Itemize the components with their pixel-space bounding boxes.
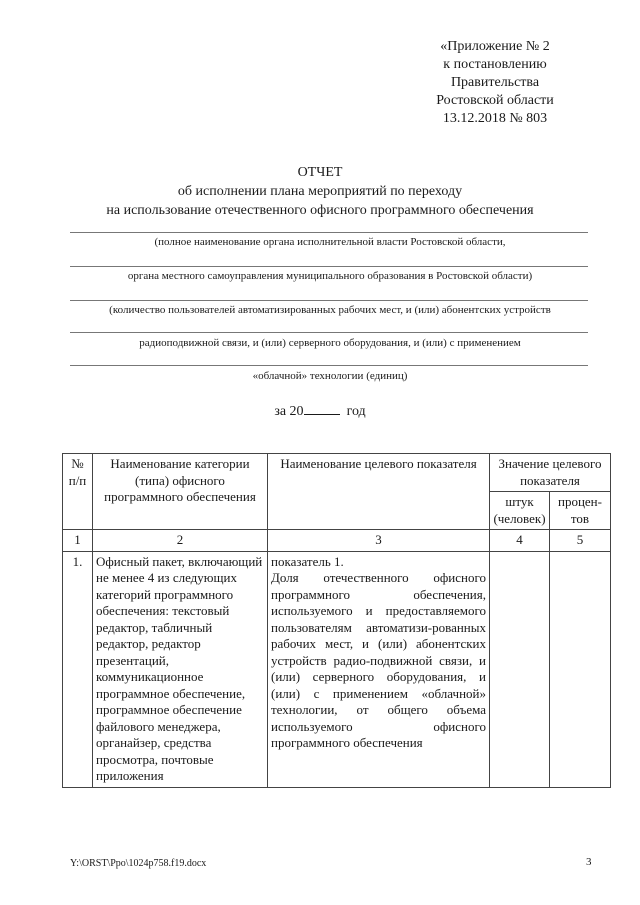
- table-row: [63, 551, 611, 787]
- colnum: 2: [93, 530, 268, 552]
- appendix-line: Ростовской области: [436, 93, 554, 108]
- header-units: штук (человек): [490, 492, 550, 530]
- row-percent-cell[interactable]: [550, 551, 611, 787]
- fill-line: [70, 332, 588, 333]
- fill-line: [70, 232, 588, 233]
- caption-org-2: органа местного самоуправления муниципального образования в Ростовской области): [127, 270, 533, 282]
- table-header-row: [63, 454, 611, 492]
- fill-line: [70, 300, 588, 301]
- colnum: 3: [268, 530, 490, 552]
- row-indicator: [268, 551, 490, 787]
- caption-count-1: (количество пользователей автоматизированных рабочих мест, и (или) абонентских устройств: [109, 304, 551, 316]
- report-subtitle-1: об исполнении плана мероприятий по переходу: [177, 184, 463, 199]
- colnum: 4: [490, 530, 550, 552]
- year-prefix: за 20: [274, 404, 304, 419]
- report-title: ОТЧЕТ: [297, 165, 343, 180]
- colnum: 1: [63, 530, 93, 552]
- page-number: 3: [586, 856, 592, 868]
- table-colnum-row: [63, 530, 611, 552]
- report-table: [62, 453, 611, 788]
- caption-count-3: «облачной» технологии (единиц): [252, 370, 408, 382]
- footer-file-path: Y:\ORST\Ppo\1024p758.f19.docx: [70, 858, 207, 869]
- row-category: Офисный пакет, включающий не менее 4 из следующих категорий программного обеспечения: текстовый редактор, табличный редактор, редактор презентаций, коммуникационное программное обеспечение, программное обеспечение файлового менеджера, органайзер, средства просмотра, почтовые приложения: [93, 551, 268, 787]
- appendix-line: к постановлению: [443, 57, 547, 72]
- appendix-line: «Приложение № 2: [440, 39, 550, 54]
- caption-count-2: радиоподвижной связи, и (или) серверного оборудования, и (или) с применением: [139, 337, 521, 349]
- header-indicator: Наименование целевого показателя: [268, 454, 490, 530]
- report-subtitle-2: на использование отечественного офисного программного обеспечения: [106, 203, 534, 218]
- fill-line: [70, 365, 588, 366]
- header-percent: процен-тов: [550, 492, 611, 530]
- row-units-cell[interactable]: [490, 551, 550, 787]
- row-indicator-title: показатель 1.: [271, 553, 344, 569]
- header-num: № п/п: [63, 454, 93, 530]
- row-indicator-text: Доля отечественного офисного программного обеспечения, используемого и предоставляемого пользователям автоматизи-рованных рабочих мест, и (или) абонентских устройств радио-подвижной связи, и (или) серверного оборудования, и (или) с применением «облачной» технологии, от общего объема используемого офисного программного обеспечения: [271, 570, 486, 750]
- appendix-line: 13.12.2018 № 803: [442, 111, 548, 126]
- caption-org-1: (полное наименование органа исполнительной власти Ростовской области,: [154, 236, 506, 248]
- header-category: Наименование категории (типа) офисного программного обеспечения: [93, 454, 268, 530]
- appendix-block: [410, 38, 580, 128]
- colnum: 5: [550, 530, 611, 552]
- appendix-line: Правительства: [450, 75, 540, 90]
- year-blank[interactable]: [304, 401, 340, 415]
- header-value: Значение целевого показателя: [490, 454, 611, 492]
- year-suffix: год: [346, 404, 366, 419]
- report-year: [0, 401, 640, 420]
- fill-line: [70, 266, 588, 267]
- row-num: 1.: [63, 551, 93, 787]
